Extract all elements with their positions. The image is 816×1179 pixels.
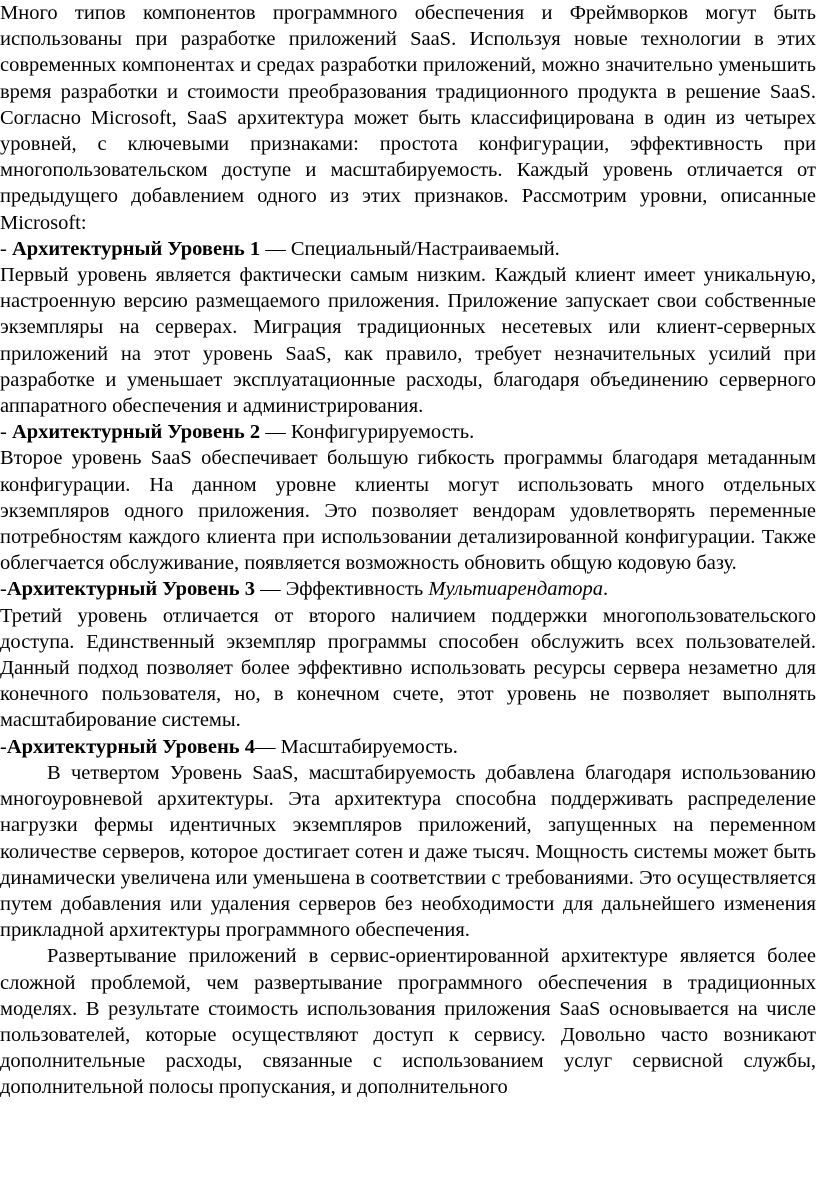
- level-3-title: Архитектурный Уровень 3: [6, 578, 255, 601]
- level-3-prefix: -: [0, 578, 7, 601]
- level-1-title: Архитектурный Уровень 1: [11, 237, 261, 260]
- level-1-dash: —: [260, 237, 291, 260]
- level-2-heading: [0, 419, 816, 445]
- closing-paragraph: Развертывание приложений в сервис-ориентированной архитектуре является более сложной проблемой, чем развертывание программного обеспечения в традиционных моделях. В результате стоимость использования приложения SaaS основывается на числе пользователей, которые осуществляют доступ к сервису. Довольно часто возникают дополнительные расходы, связанные с использованием услуг сервисной службы, дополнительной полосы пропускания, и дополнительного: [0, 945, 816, 1099]
- level-2-dash: —: [260, 421, 291, 444]
- level-3-heading: [0, 576, 816, 602]
- level-1-subtitle: Специальный/Настраиваемый.: [290, 237, 560, 260]
- level-3-dash: —: [254, 578, 286, 601]
- level-4-dash: —: [254, 735, 281, 758]
- level-4-body: В четвертом Уровень SaaS, масштабируемость добавлена благодаря использованию многоуровневой архитектуры. Эта архитектура способна поддерживать распределение нагрузки фермы идентичных экземпляров приложений, запущенных на переменном количестве серверов, которое достигает сотен и даже тысяч. Мощность системы может быть динамически увеличена или уменьшена в соответствии с требованиями. Это осуществляется путем добавления или удаления серверов без необходимости для дальнейшего изменения прикладной архитектуры программного обеспечения.: [0, 761, 816, 942]
- level-3-body: Третий уровень отличается от второго наличием поддержки многопользовательского доступа. Единственный экземпляр программы способен обслужить всех пользователей. Данный подход позволяет более эффективно использовать ресурсы сервера незаметно для конечного пользователя, но, в конечном счете, этот уровень не позволяет выполнять масштабирование системы.: [0, 604, 816, 732]
- level-2-prefix: -: [0, 421, 12, 444]
- level-4-title: Архитектурный Уровень 4: [6, 735, 255, 758]
- level-1-body: Первый уровень является фактически самым низким. Каждый клиент имеет уникальную, настроенную версию размещаемого приложения. Приложение запускает свои собственные экземпляры на серверах. Миграция традиционных несетевых или клиент-серверных приложений на этот уровень SaaS, как правило, требует незначительных усилий при разработке и уменьшает эксплуатационные расходы, благодаря объединению серверного аппаратного обеспечения и администрирования.: [0, 264, 816, 418]
- level-3-subtitle-italic: Мультиарендатора: [428, 578, 603, 601]
- level-4-prefix: -: [0, 735, 7, 758]
- level-2-title: Архитектурный Уровень 2: [11, 421, 261, 444]
- intro-paragraph: Много типов компонентов программного обеспечения и Фреймворков могут быть использованы при разработке приложений SaaS. Используя новые технологии в этих современных компонентах и средах разработки приложений, можно значительно уменьшить время разработки и стоимости преобразования традиционного продукта в решение SaaS. Согласно Microsoft, SaaS архитектура может быть классифицирована в один из четырех уровней, с ключевыми признаками: простота конфигурации, эффективность при многопользовательском доступе и масштабируемость. Каждый уровень отличается от предыдущего добавлением одного из этих признаков. Рассмотрим уровни, описанные Microsoft:: [0, 2, 816, 234]
- level-3-subtitle: Эффективность: [285, 578, 429, 601]
- level-1-heading: [0, 236, 816, 262]
- level-4-heading: [0, 734, 816, 760]
- level-2-subtitle: Конфигурируемость.: [290, 421, 475, 444]
- level-3-subtitle-end: .: [603, 578, 609, 601]
- level-4-subtitle: Масштабируемость.: [280, 735, 458, 758]
- level-1-prefix: -: [0, 237, 12, 260]
- level-2-body: Второе уровень SaaS обеспечивает большую гибкость программы благодаря метаданным конфигурации. На данном уровне клиенты могут использовать много отдельных экземпляров одного приложения. Это позволяет вендорам удовлетворять переменные потребностям каждого клиента при использовании детализированной конфигурации. Также облегчается обслуживание, появляется возможность обновить общую кодовую базу.: [0, 447, 816, 575]
